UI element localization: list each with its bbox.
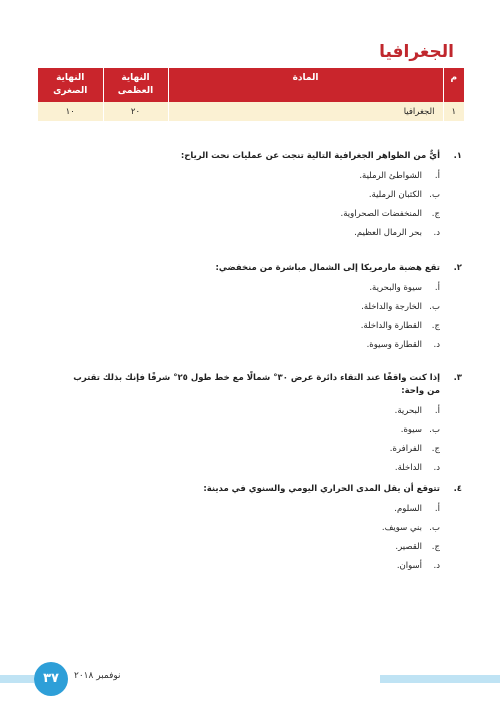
question-2 <box>62 262 462 358</box>
option-text: المنخفضات الصحراوية. <box>340 209 422 219</box>
option-letter: أ. <box>434 504 440 514</box>
question-text: أيٌّ من الظواهر الجغرافية التالية تنجت عن عمليات نحت الرياح: <box>180 151 440 161</box>
cell-max-grade: ٢٠ <box>103 102 168 121</box>
question-1 <box>62 150 462 246</box>
page-number-badge: ٣٧ <box>34 662 68 696</box>
cell-index: ١ <box>443 102 464 121</box>
option-letter: أ. <box>434 406 440 416</box>
option-letter: ج. <box>431 542 440 552</box>
question-4 <box>62 483 462 579</box>
option-letter: ج. <box>431 321 440 331</box>
option-d[interactable] <box>62 339 440 358</box>
options-list <box>62 170 440 246</box>
option-text: بحر الرمال العظيم. <box>354 228 422 238</box>
option-c[interactable] <box>62 443 440 462</box>
cell-min-grade: ١٠ <box>38 102 103 121</box>
option-text: القطارة وسيوة. <box>366 340 422 350</box>
option-d[interactable] <box>62 462 440 481</box>
option-text: القطارة والداخلة. <box>360 321 422 331</box>
question-number: ٢. <box>453 263 462 273</box>
option-text: السلوم. <box>394 504 422 514</box>
option-letter: أ. <box>434 283 440 293</box>
option-d[interactable] <box>62 227 440 246</box>
footer-bar-right <box>380 675 500 683</box>
options-list <box>62 282 440 358</box>
option-letter: ب. <box>429 425 440 435</box>
cell-subject: الجغرافيا <box>168 102 443 121</box>
option-letter: د. <box>433 340 440 350</box>
option-letter: ب. <box>429 190 440 200</box>
option-text: الشواطئ الرملية. <box>359 171 422 181</box>
option-text: الكثبان الرملية. <box>368 190 422 200</box>
question-number: ٣. <box>453 373 462 383</box>
option-text: البحرية. <box>394 406 422 416</box>
option-letter: ب. <box>429 302 440 312</box>
grade-table <box>38 68 464 121</box>
option-a[interactable] <box>62 405 440 424</box>
options-list <box>62 503 440 579</box>
option-letter: د. <box>433 561 440 571</box>
option-text: القصير. <box>395 542 422 552</box>
option-b[interactable] <box>62 522 440 541</box>
question-number: ١. <box>453 151 462 161</box>
option-a[interactable] <box>62 503 440 522</box>
option-a[interactable] <box>62 282 440 301</box>
option-text: سيوة. <box>400 425 422 435</box>
question-3 <box>62 372 462 481</box>
header-index: م <box>443 68 464 102</box>
option-letter: ب. <box>429 523 440 533</box>
option-b[interactable] <box>62 424 440 443</box>
subject-title: الجغرافيا <box>379 42 454 62</box>
question-text: تقع هضبة مارمريكا إلى الشمال مباشرة من منخفضي: <box>215 263 440 273</box>
option-text: سيوة والبحرية. <box>369 283 422 293</box>
footer-date: نوفمبر ٢٠١٨ <box>74 671 121 681</box>
option-letter: ج. <box>431 209 440 219</box>
option-d[interactable] <box>62 560 440 579</box>
header-min-grade: النهاية الصغرى <box>38 68 103 102</box>
footer-bar-left <box>0 675 34 683</box>
table-row <box>38 102 464 121</box>
option-a[interactable] <box>62 170 440 189</box>
option-letter: ج. <box>431 444 440 454</box>
option-c[interactable] <box>62 320 440 339</box>
options-list <box>62 405 440 481</box>
header-max-grade: النهاية العظمى <box>103 68 168 102</box>
header-subject: المادة <box>168 68 443 102</box>
option-text: أسوان. <box>396 561 422 571</box>
option-letter: د. <box>433 228 440 238</box>
option-text: بني سويف. <box>381 523 422 533</box>
option-c[interactable] <box>62 208 440 227</box>
option-b[interactable] <box>62 301 440 320</box>
option-c[interactable] <box>62 541 440 560</box>
option-letter: د. <box>433 463 440 473</box>
option-text: الفرافرة. <box>389 444 422 454</box>
question-text: إذا كنت واقفًا عند التقاء دائرة عرض ٣٠° شمالًا مع خط طول ٢٥° شرقًا فإنك بذلك تقترب من واحة: <box>73 373 440 396</box>
option-b[interactable] <box>62 189 440 208</box>
option-text: الداخلة. <box>394 463 422 473</box>
question-text: تتوقع أن يقل المدى الحراري اليومي والسنوي في مدينة: <box>203 484 440 494</box>
grade-table-header-row <box>38 68 464 102</box>
option-text: الخارجة والداخلة. <box>361 302 422 312</box>
option-letter: أ. <box>434 171 440 181</box>
question-number: ٤. <box>453 484 462 494</box>
